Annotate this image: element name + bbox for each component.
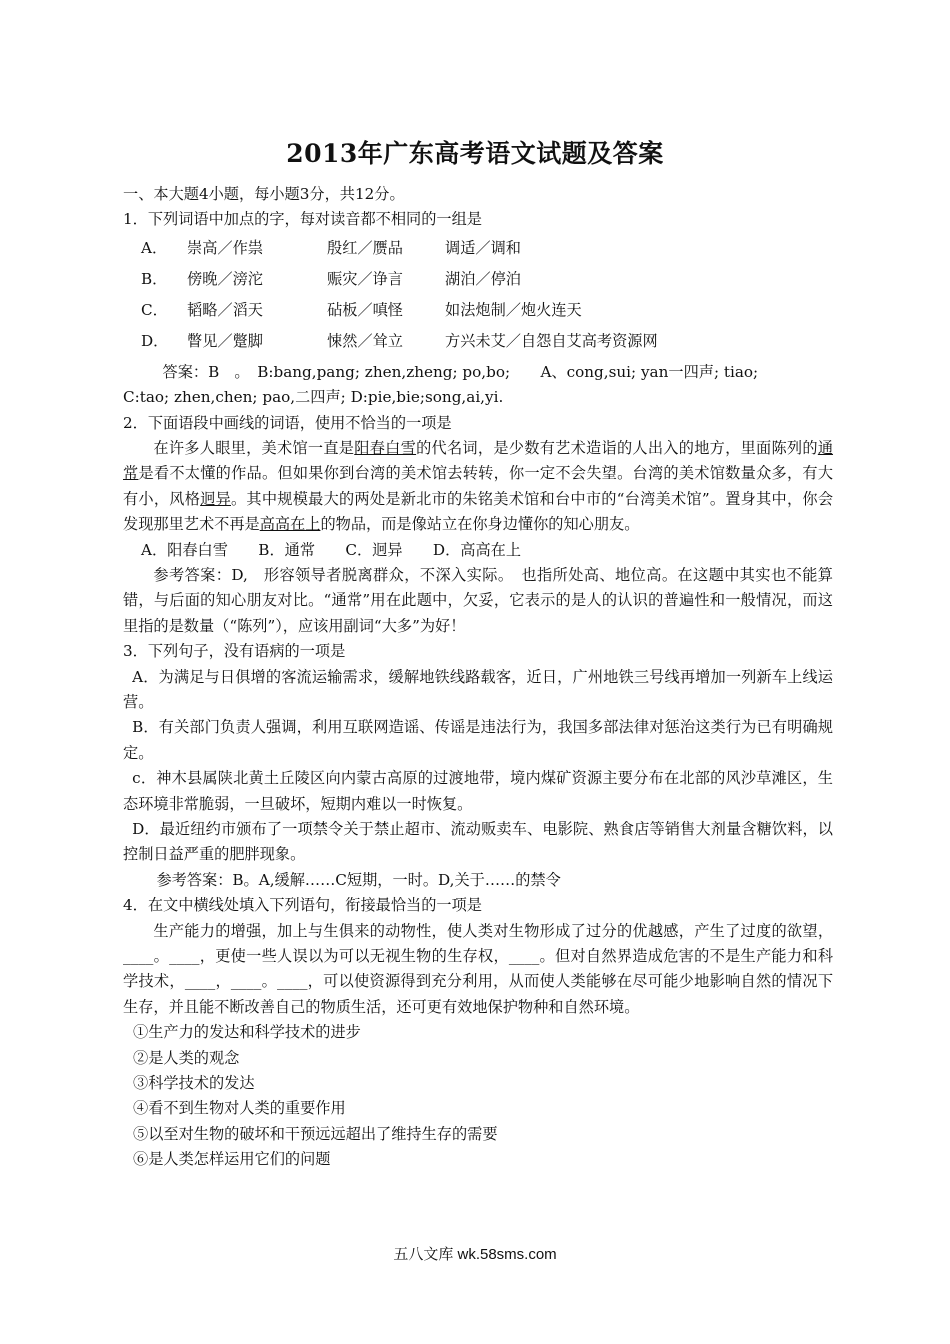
- q3-answer: 参考答案：B。A,缓解……C短期，一时。D,关于……的禁令: [156, 870, 561, 889]
- q4-item: ①生产力的发达和科学技术的进步: [133, 1023, 361, 1042]
- option-word-pair: 殷红／赝品: [327, 238, 403, 257]
- q4-item: ③科学技术的发达: [133, 1074, 255, 1093]
- q2-answer: 参考答案：D, 形容领导者脱离群众，不深入实际。 也指所处高、地位高。在这题中其实也不能算错，与后面的知心朋友对比。“通常”用在此题中，欠妥，它表示的是人的认识的普遍性和一般情况，而这里指的是数量（“陈列”），应该用副词“大多”为好！: [123, 565, 833, 635]
- page-footer: 五八文库 wk.58sms.com: [393, 1246, 557, 1263]
- q2-passage: [123, 436, 833, 538]
- q1-answer-line1: 答案：B 。 B:bang,pang; zhen,zheng; po,bo; A、cong,sui; yan一四声; tiao;: [162, 362, 759, 381]
- underlined-word: 通常: [123, 438, 834, 483]
- option-label: C．: [141, 300, 168, 319]
- option-word-pair: 调适／调和: [445, 238, 521, 257]
- option-word-pair: 湖泊／停泊: [445, 269, 521, 288]
- q4-stem: 4．在文中横线处填入下列语句，衔接最恰当的一项是: [123, 896, 482, 915]
- option-word-pair: 崇高／作祟: [187, 238, 263, 257]
- passage-text: 是看不太懂的作品。但如果你到台湾的美术馆去转转，你一定不会失望。台湾的美术馆数量众多，有大有小，风格: [123, 464, 834, 508]
- q3-option-b: B．有关部门负责人强调，利用互联网造谣、传谣是违法行为，我国多部法律对惩治这类行为已有明确规定。: [123, 718, 833, 762]
- option-label: D．: [141, 331, 169, 350]
- passage-text: 在许多人眼里，美术馆一直是: [153, 438, 355, 457]
- option-word-pair: 砧板／嗔怪: [327, 300, 403, 319]
- underlined-word: 阳春白雪: [354, 438, 417, 457]
- q2-stem: 2．下面语段中画线的词语，使用不恰当的一项是: [123, 413, 452, 432]
- q4-item: ④看不到生物对人类的重要作用: [133, 1099, 346, 1118]
- q1-option-a: [123, 233, 833, 264]
- passage-text: 的代名词，是少数有艺术造诣的人出入的地方，里面陈列的: [416, 438, 818, 457]
- q1-stem: 1．下列词语中加点的字，每对读音都不相同的一组是: [123, 210, 482, 229]
- q4-passage: 生产能力的增强，加上与生俱来的动物性，使人类对生物形成了过分的优越感，产生了过度的欲望，____。____，更使一些人误以为可以无视生物的生存权，____。但对自然界造成危害的不是生产能力和科学技术，____，____。____，可以使资源得到充分利用，从而使人类能够在尽可能少地影响自然的情况下生存，并且能不断改善自己的物质生活，还可更有效地保护物种和自然环境。: [123, 921, 833, 1016]
- underlined-word: 高高在上: [259, 515, 321, 534]
- document-body: [123, 182, 833, 1173]
- q1-answer-line2: C:tao; zhen,chen; pao,二四声; D:pie,bie;song,ai,yi.: [123, 388, 504, 407]
- option-word-pair: 如法炮制／炮火连天: [445, 300, 582, 319]
- option-word-pair: 瞥见／蹩脚: [187, 331, 263, 350]
- passage-text: 的物品，而是像站立在你身边懂你的知心朋友。: [320, 515, 640, 534]
- q1-option-c: [123, 295, 833, 326]
- option-label: A．: [141, 238, 168, 257]
- q4-item: ②是人类的观念: [133, 1048, 240, 1067]
- option-word-pair: 悚然／耸立: [327, 331, 403, 350]
- page-title: 2013年广东高考语文试题及答案: [286, 139, 664, 168]
- q3-stem: 3．下列句子，没有语病的一项是: [123, 642, 346, 661]
- option-word-pair: 傍晚／滂沱: [187, 269, 263, 288]
- q3-option-d: D．最近纽约市颁布了一项禁令关于禁止超市、流动贩卖车、电影院、熟食店等销售大剂量含糖饮料，以控制日益严重的肥胖现象。: [123, 820, 833, 864]
- q4-item: ⑤以至对生物的破坏和干预远远超出了维持生存的需要: [133, 1124, 498, 1143]
- q2-options: A．阳春白雪 B．通常 C．迥异 D．高高在上: [141, 540, 522, 559]
- underlined-word: 迥异: [200, 489, 231, 508]
- q3-option-c: c．神木县属陕北黄土丘陵区向内蒙古高原的过渡地带，境内煤矿资源主要分布在北部的风沙草滩区，生态环境非常脆弱，一旦破坏，短期内难以一时恢复。: [123, 769, 833, 813]
- option-label: B．: [141, 269, 168, 288]
- q1-option-d: [123, 326, 833, 357]
- q4-item: ⑥是人类怎样运用它们的问题: [133, 1150, 331, 1169]
- option-word-pair: 方兴未艾／自怨自艾高考资源网: [445, 331, 658, 350]
- q1-option-b: [123, 264, 833, 295]
- passage-text: 。其中规模最大的两处是新北市的朱铭美术馆和台中市的“台湾美术馆”。置身其中，你会发现那里艺术不再是: [123, 489, 834, 534]
- option-word-pair: 赈灾／诤言: [327, 269, 403, 288]
- option-word-pair: 韬略／滔天: [187, 300, 263, 319]
- q3-option-a: A．为满足与日俱增的客流运输需求，缓解地铁线路载客，近日，广州地铁三号线再增加一列新车上线运营。: [123, 667, 833, 711]
- section-heading: 一、本大题4小题，每小题3分，共12分。: [123, 185, 405, 203]
